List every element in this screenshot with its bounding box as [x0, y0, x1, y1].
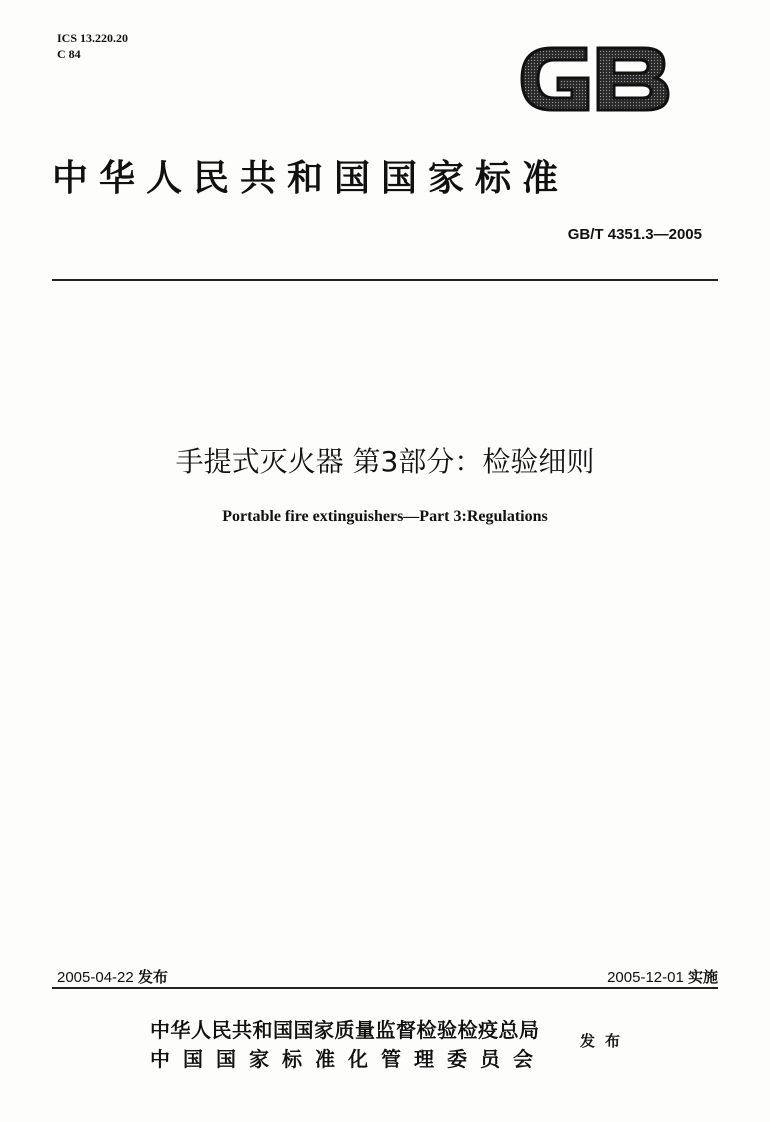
publish-action: 发布: [580, 1032, 631, 1050]
ics-code: ICS 13.220.20: [57, 31, 129, 45]
publisher-line-1: 中华人民共和国国家质量监督检验检疫总局: [150, 1018, 540, 1042]
gb-logo: [512, 38, 676, 120]
issue-date-line: [57, 966, 168, 987]
implement-date-line: [480, 966, 718, 987]
issue-date: 2005-04-22: [57, 969, 134, 986]
footer-divider: [52, 987, 718, 989]
document-title-cn: 手提式灭火器 第3部分：检验细则: [175, 445, 595, 478]
publisher-line-2: 中国国家标准化管理委员会: [150, 1047, 546, 1071]
ccs-code: C 84: [57, 47, 81, 61]
implement-label: 实施: [687, 969, 718, 986]
issue-label: 发布: [137, 969, 168, 986]
standard-title: 中华人民共和国国家标准: [52, 157, 570, 199]
implement-date: 2005-12-01: [607, 969, 684, 986]
header-divider: [52, 279, 718, 281]
document-title-en: Portable fire extinguishers—Part 3:Regulations: [222, 508, 548, 525]
classification-codes: [57, 30, 128, 62]
standard-code: GB/T 4351.3—2005: [567, 226, 702, 243]
